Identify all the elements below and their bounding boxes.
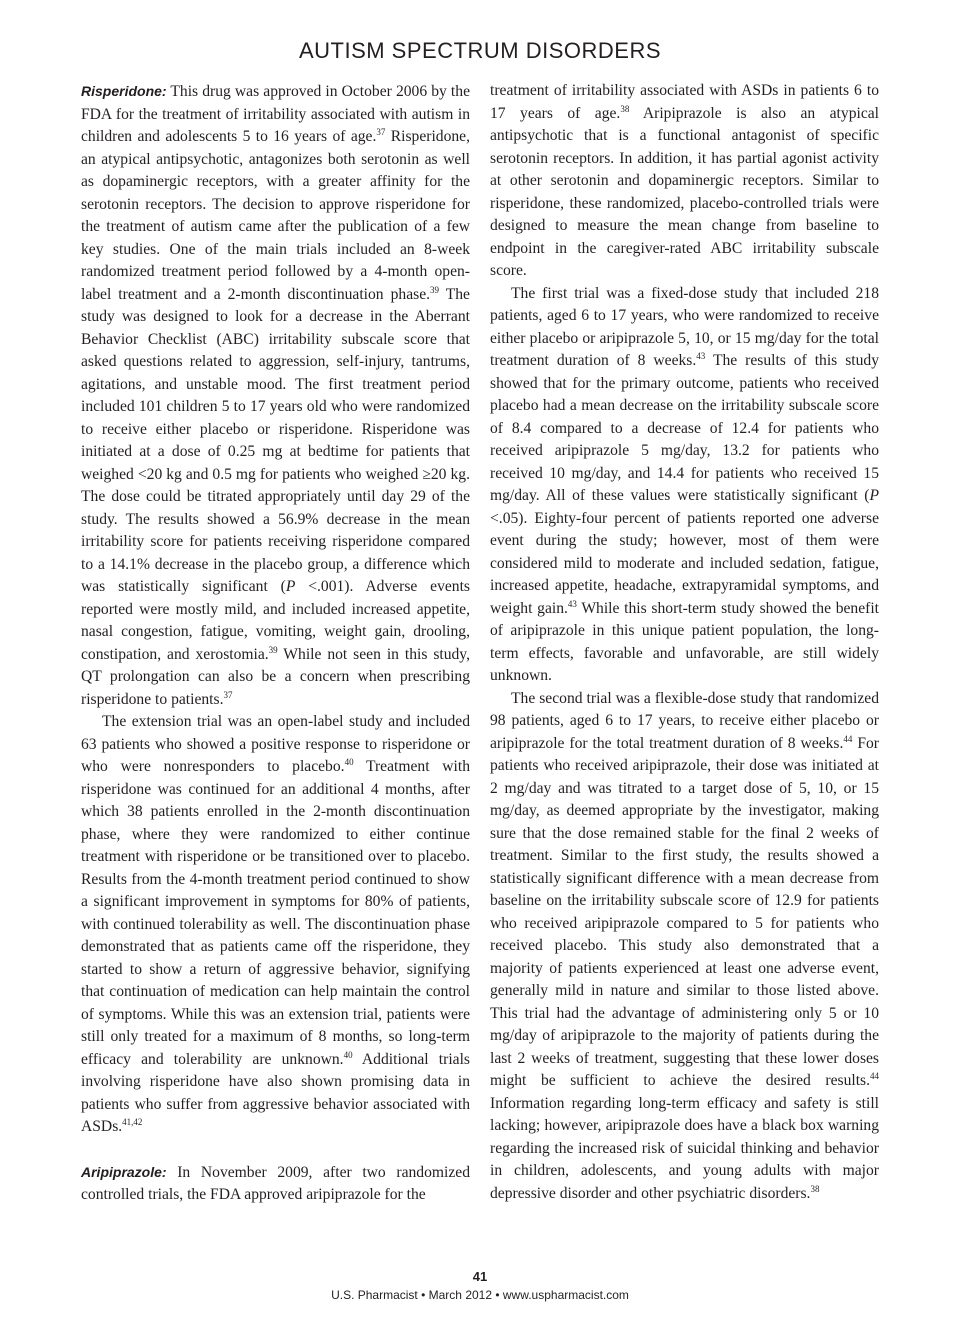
reference-superscript: 41,42 xyxy=(122,1117,143,1127)
reference-superscript: 37 xyxy=(223,689,233,700)
text-run: Risperidone, an atypical antipsychotic, antagonizes both serotonin as well as dopaminergic receptors, with a greater affinity for the serotonin receptors. The decision to approve risperidone for the treatment of autism came after the publication of a few key studies. One of the main trials included an 8-week randomized treatment period followed by a 4-month open-label treatment and a 2-month discontinuation phase. xyxy=(81,128,470,303)
text-run: <.001). Adverse events reported were mostly mild, and included increased appetite, nasal congestion, fatigue, vomiting, weight gain, drooling, constipation, and xerostomia. xyxy=(81,578,470,663)
reference-superscript: 44 xyxy=(870,1071,879,1081)
text-run: For patients who received aripiprazole, their dose was initiated at 2 mg/day and was titrated to a target dose of 5, 10, or 15 mg/day, as deemed appropriate by the investigator, making sure that the dose remained stable for the final 2 weeks of treatment. Similar to the first study, the results showed a statistically significant difference with a mean decrease from baseline on the irritability subscale score of 12.9 for patients who received aripiprazole compared to 5 for patients who received placebo. This study also demonstrated that a majority of patients experienced at least one adverse event, generally mild in nature and similar to those listed above. This trial had the advantage of administering only 5 or 10 mg/day of aripiprazole to the majority of patients during the last 2 weeks of treatment, suggesting that these lower doses might be sufficient to achieve the desired results. xyxy=(490,734,879,1089)
aripiprazole-heading: Aripiprazole: xyxy=(81,1163,167,1180)
reference-superscript: 39 xyxy=(430,284,440,295)
footer-separator: • xyxy=(417,1288,429,1302)
footer-separator: • xyxy=(492,1288,503,1302)
p-value-symbol: P xyxy=(285,578,296,595)
reference-superscript: 43 xyxy=(567,598,577,609)
extension-trial-paragraph xyxy=(81,711,470,1139)
reference-superscript: 39 xyxy=(268,644,278,655)
text-run: <.05). Eighty-four percent of patients reported one adverse event during the study; however, most of them were considered mild to moderate and included sedation, fatigue, increased appetite, headache, extrapyramidal symptoms, and weight gain. xyxy=(490,509,879,617)
reference-superscript: 37 xyxy=(376,127,386,137)
text-run: Aripiprazole is also an atypical antipsychotic that is a functional antagonist of specific serotonin receptors. In addition, it has partial agonist activity at other serotonin and dopaminergic receptors. Similar to risperidone, these randomized, placebo-controlled trials were designed to measure the mean change from baseline to endpoint in the caregiver-rated ABC irritability subscale score. xyxy=(490,104,879,279)
publication-date: March 2012 xyxy=(428,1288,493,1302)
text-run: Additional trials involving risperidone have also shown promising data in patients who suffer from aggressive behavior associated with ASDs. xyxy=(81,1050,470,1135)
running-header: AUTISM SPECTRUM DISORDERS xyxy=(298,38,662,63)
risperidone-paragraph xyxy=(81,80,470,711)
text-run: This drug was approved in October 2006 by the FDA for the treatment of irritability associated with autism in children and adolescents 5 to 16 years of age. xyxy=(81,83,470,145)
left-column xyxy=(81,80,470,1207)
right-column xyxy=(490,80,879,1205)
reference-superscript: 38 xyxy=(620,103,630,114)
publication-url: www.uspharmacist.com xyxy=(502,1288,629,1302)
text-run: Treatment with risperidone was continued for an additional 4 months, after which 38 patients enrolled in the 2-month discontinuation phase, where they were randomized to either continue treatment with risperidone or be transitioned over to placebo. Results from the 4-month treatment period continued to show a significant improvement in symptoms for 80% of patients, with continued tolerability as well. The discontinuation phase demonstrated that as patients came off the risperidone, they started to show a return of aggressive behavior, signifying that continuation of medication can help maintain the control of symptoms. While this was an extension trial, patients were still only treated for a maximum of 8 months, so long-term efficacy and tolerability are unknown. xyxy=(81,758,470,1068)
first-trial-paragraph xyxy=(490,283,879,688)
text-run: The first trial was a fixed-dose study that included 218 patients, aged 6 to 17 years, who were randomized to receive either placebo or aripiprazole 5, 10, or 15 mg/day for the total treatment duration of 8 weeks. xyxy=(490,284,879,369)
aripiprazole-continued-paragraph xyxy=(490,80,879,283)
reference-superscript: 40 xyxy=(343,1049,353,1060)
text-run: The results of this study showed that for the primary outcome, patients who received placebo had a mean decrease on the irritability subscale score of 8.4 compared to a decrease of 12.4 for patients who received aripiprazole 5 mg/day, 13.2 for patients who received 10 mg/day, and 14.4 for patients who received 15 mg/day. All of these values were statistically significant ( xyxy=(490,352,879,504)
text-run: Information regarding long-term efficacy and safety is still lacking; however, aripiprazole does have a black box warning regarding the increased risk of suicidal thinking and behavior in children, adolescents, and young adults with major depressive disorder and other psychiatric disorders. xyxy=(490,1094,879,1202)
p-value-symbol: P xyxy=(869,487,879,504)
page-number: 41 xyxy=(472,1269,488,1284)
text-run: The study was designed to look for a decrease in the Aberrant Behavior Checklist (ABC) irritability subscale score that asked questions related to aggression, self-injury, tantrums, agitations, and unstable mood. The first treatment period included 101 children 5 to 17 years old who were randomized to receive either placebo or risperidone. Risperidone was initiated at a dose of 0.25 mg at bedtime for patients that weighed <20 kg and 0.5 mg for patients who weighed ≥20 kg. The dose could be titrated appropriately until day 29 of the study. The results showed a 56.9% decrease in the mean irritability score for patients receiving risperidone compared to a 14.1% decrease in the placebo group, a difference which was statistically significant ( xyxy=(81,285,470,595)
text-run: While this short-term study showed the benefit of aripiprazole in this unique patient population, the long-term effects, favorable and unfavorable, are still widely unknown. xyxy=(490,599,879,684)
text-run: The extension trial was an open-label study and included 63 patients who showed a positive response to risperidone or who were nonresponders to placebo. xyxy=(81,713,470,775)
text-run: treatment of irritability associated with ASDs in patients 6 to 17 years of age. xyxy=(490,82,879,122)
text-run: The second trial was a flexible-dose study that randomized 98 patients, aged 6 to 17 years, to receive either placebo or aripiprazole for the total treatment duration of 8 weeks. xyxy=(490,689,879,752)
risperidone-heading: Risperidone: xyxy=(81,83,167,99)
reference-superscript: 44 xyxy=(843,733,853,744)
text-run: While not seen in this study, QT prolongation can also be a concern when prescribing risperidone to patients. xyxy=(81,645,470,708)
second-trial-paragraph xyxy=(490,688,879,1206)
publication-name: U.S. Pharmacist xyxy=(331,1288,418,1302)
reference-superscript: 38 xyxy=(810,1183,820,1194)
reference-superscript: 43 xyxy=(696,351,706,361)
aripiprazole-paragraph xyxy=(81,1161,470,1207)
text-run: In November 2009, after two randomized controlled trials, the FDA approved aripiprazole for the xyxy=(81,1163,470,1203)
reference-superscript: 40 xyxy=(344,757,354,767)
publication-footer xyxy=(0,1288,960,1302)
